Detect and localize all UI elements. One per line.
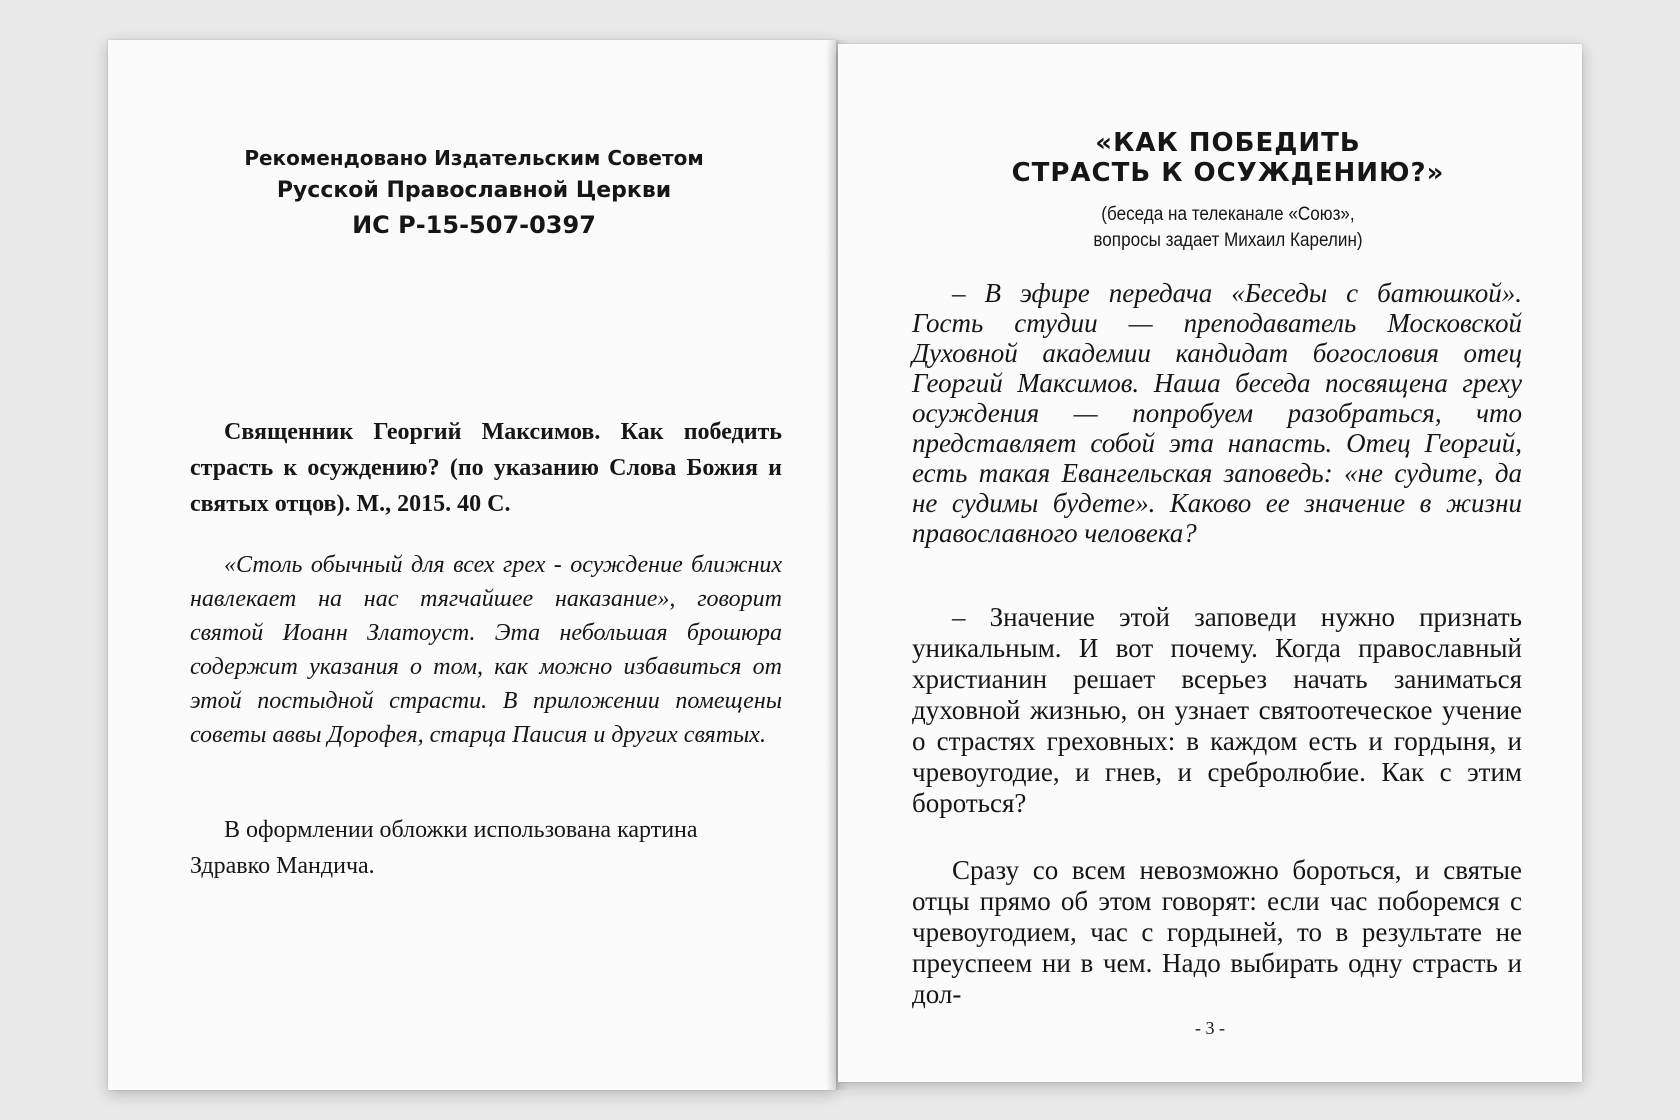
answer-paragraph-1: – Значение этой заповеди нужно признать уникальным. И вот почему. Когда православный христианин решает всерьез начать заниматься духовной жизнью, он узнает святоотеческое учение о страстях греховных: в каждом есть и гордыня, и чревоугодие, и гнев, и сребролюбие. Как с этим бороться? — [912, 602, 1522, 818]
bleed-through-title — [218, 270, 718, 322]
left-page — [108, 40, 836, 1090]
bibliographic-entry: Священник Георгий Максимов. Как победить страсть к осуждению? (по указанию Слова Божия и святых отцов). М., 2015. 40 С. — [190, 419, 782, 517]
annotation-paragraph: «Столь обычный для всех грех - осуждение ближних навлекает на нас тягчайшее наказание», говорит святой Иоанн Златоуст. Эта небольшая брошюра содержит указания о том, как можно избавиться от этой постыдной страсти. В приложении помещены советы аввы Дорофея, старца Паисия и других святых. — [190, 552, 782, 748]
recommendation-line-2: Русской Православной Церкви — [276, 178, 672, 203]
recommendation-code: ИС Р-15-507-0397 — [352, 211, 596, 239]
recommendation-line-1: Рекомендовано Издательским Советом — [244, 146, 704, 170]
chapter-subheading — [958, 202, 1498, 254]
cover-note: В оформлении обложки использована картина Здравко Мандича. — [190, 817, 698, 879]
subheading-line-2: вопросы задает Михаил Карелин) — [1093, 230, 1363, 251]
interviewer-question: – В эфире передача «Беседы с батюшкой». Гость студии — преподаватель Московской Духовной академии кандидат богословия отец Георгий Максимов. Наша беседа посвящена греху осуждения — попробуем разобраться, что представляет собой эта напасть. Отец Георгий, есть такая Евангельская заповедь: «не судите, да не судимы будете». Каково ее значение в жизни православного человека? — [912, 278, 1522, 548]
chapter-heading-line-1: «КАК ПОБЕДИТЬ — [1095, 128, 1361, 158]
chapter-heading-line-2: СТРАСТЬ К ОСУЖДЕНИЮ?» — [1011, 158, 1445, 188]
recommendation-block — [188, 142, 760, 242]
subheading-line-1: (беседа на телеканале «Союз», — [1101, 204, 1355, 225]
page-number: - 3 - — [1195, 1018, 1225, 1038]
right-page — [838, 44, 1582, 1082]
chapter-heading — [928, 128, 1528, 188]
answer-paragraph-2: Сразу со всем невозможно бороться, и святые отцы прямо об этом говорят: если час поборемся с чревоугодием, час с гордыней, то в результате не преуспеем ни в чем. Надо выбирать одну страсть и дол- — [912, 855, 1522, 1009]
